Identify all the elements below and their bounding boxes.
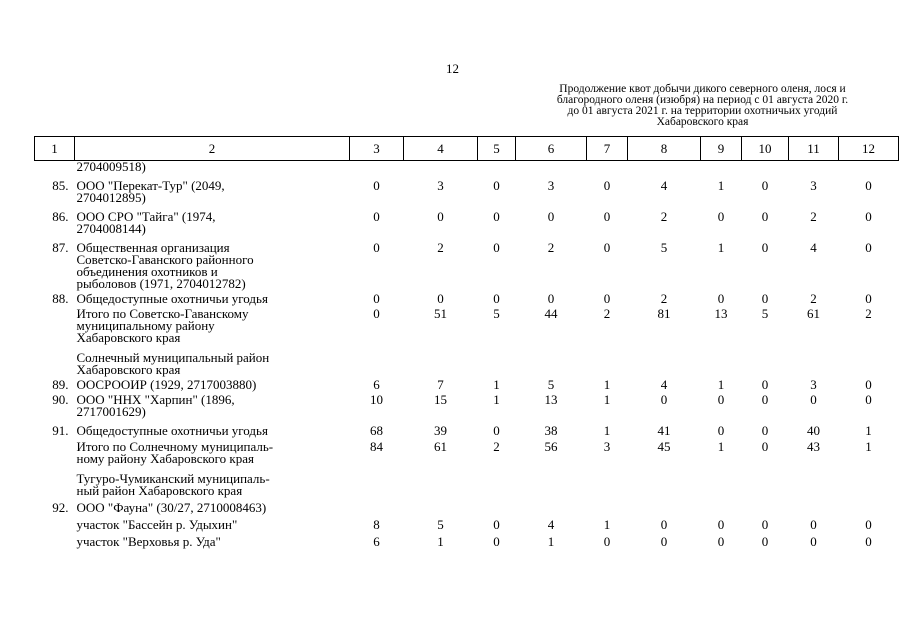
value-cell-col7 (587, 161, 628, 174)
table-row (35, 418, 899, 437)
quota-table (34, 136, 899, 548)
value-cell-col8: 0 (660, 392, 668, 407)
value-cell-col3: 0 (373, 209, 380, 224)
row-number: 85. (52, 178, 69, 193)
value-cell-col10: 0 (761, 423, 769, 438)
row-name (75, 290, 350, 305)
value-cell-col5 (478, 344, 516, 376)
heading-line: Продолжение квот добычи дикого северного оленя, лося и (559, 83, 846, 95)
row-name (75, 235, 350, 290)
value-cell-col3: 6 (373, 377, 380, 392)
row-name-line: ООО "Фауна" (30/27, 2710008463) (76, 500, 267, 515)
column-header-10: 10 (742, 137, 789, 161)
column-header-2: 2 (75, 137, 350, 161)
value-cell-col6: 0 (547, 291, 555, 306)
row-name-line: 2704009518) (76, 159, 146, 174)
value-cell-col6: 0 (547, 209, 555, 224)
value-cell-col9: 1 (717, 439, 725, 454)
value-cell-col7 (587, 497, 628, 514)
value-cell-col12: 0 (865, 209, 872, 224)
value-cell-col11 (789, 497, 839, 514)
row-name-line: рыболовов (1971, 2704012782) (76, 276, 246, 291)
row-name-line: ООО СРО "Тайга" (1974, (76, 209, 216, 224)
value-cell-col7: 0 (603, 178, 611, 193)
heading-line: благородного оленя (изюбря) на период с 01 августа 2020 г. (556, 94, 849, 106)
value-cell-col4: 2 (437, 240, 444, 255)
value-cell-col4: 7 (437, 377, 444, 392)
value-cell-col9: 0 (717, 423, 725, 438)
value-cell-col7: 1 (603, 377, 611, 392)
table-row (35, 173, 899, 204)
value-cell-col4: 5 (437, 517, 444, 532)
value-cell-col7 (587, 344, 628, 376)
value-cell-col12 (839, 344, 899, 376)
value-cell-col8 (628, 497, 701, 514)
value-cell-col5: 0 (493, 517, 500, 532)
row-number (35, 344, 75, 376)
value-cell-col10 (742, 497, 789, 514)
row-number (35, 531, 75, 548)
row-number: 91. (52, 423, 69, 438)
row-number: 92. (52, 500, 69, 515)
value-cell-col7: 1 (603, 423, 611, 438)
value-cell-col7: 1 (603, 392, 611, 407)
value-cell-col5: 0 (493, 178, 500, 193)
value-cell-col9 (701, 344, 742, 376)
value-cell-col10: 0 (761, 392, 769, 407)
row-name-line: ООСРООИР (1929, 2717003880) (76, 377, 257, 392)
value-cell-col4 (404, 161, 478, 174)
row-number: 88. (52, 291, 69, 306)
value-cell-col11: 0 (810, 517, 817, 532)
value-cell-col3: 10 (370, 392, 383, 407)
row-name (75, 418, 350, 437)
row-number (35, 437, 75, 465)
value-cell-col8 (628, 344, 701, 376)
table-row (35, 465, 899, 497)
value-cell-col6: 38 (544, 423, 558, 438)
value-cell-col7: 3 (603, 439, 611, 454)
table-row (35, 290, 899, 305)
value-cell-col9: 0 (717, 534, 725, 549)
value-cell-col11 (789, 161, 839, 174)
value-cell-col4: 39 (434, 423, 447, 438)
value-cell-col11: 61 (807, 306, 820, 321)
row-name (75, 305, 350, 344)
table-row (35, 391, 899, 418)
value-cell-col3: 8 (373, 517, 380, 532)
value-cell-col12 (839, 161, 899, 174)
value-cell-col3 (350, 497, 404, 514)
value-cell-col6 (516, 497, 587, 514)
value-cell-col12: 0 (865, 291, 872, 306)
row-name-line: Общественная организация (76, 240, 230, 255)
row-name-line: Хабаровского края (76, 330, 181, 345)
value-cell-col10: 0 (761, 209, 769, 224)
value-cell-col8: 2 (660, 209, 668, 224)
value-cell-col5: 2 (493, 439, 500, 454)
column-header-7: 7 (587, 137, 628, 161)
value-cell-col10 (742, 465, 789, 497)
value-cell-col4 (404, 497, 478, 514)
row-number: 89. (52, 377, 69, 392)
table-heading (530, 84, 875, 128)
value-cell-col8: 5 (660, 240, 668, 255)
value-cell-col5 (478, 497, 516, 514)
value-cell-col10: 0 (761, 178, 769, 193)
value-cell-col8: 0 (660, 534, 668, 549)
value-cell-col12: 2 (865, 306, 872, 321)
table-row (35, 437, 899, 465)
row-number (35, 161, 75, 174)
value-cell-col10: 0 (761, 517, 769, 532)
value-cell-col6: 4 (547, 517, 555, 532)
value-cell-col8: 45 (657, 439, 671, 454)
value-cell-col5: 1 (493, 377, 500, 392)
value-cell-col11 (789, 465, 839, 497)
row-name (75, 531, 350, 548)
row-name-line: 2704012895) (76, 190, 146, 205)
value-cell-col9: 0 (717, 209, 725, 224)
value-cell-col5: 1 (493, 392, 500, 407)
value-cell-col5: 0 (493, 209, 500, 224)
value-cell-col11: 3 (810, 377, 817, 392)
table-row (35, 376, 899, 391)
value-cell-col11: 2 (810, 209, 817, 224)
value-cell-col6: 56 (544, 439, 558, 454)
heading-line: до 01 августа 2021 г. на территории охотничьих угодий (567, 105, 838, 117)
value-cell-col9: 0 (717, 392, 725, 407)
column-header-4: 4 (404, 137, 478, 161)
value-cell-col4 (404, 344, 478, 376)
column-header-11: 11 (789, 137, 839, 161)
value-cell-col4: 0 (437, 291, 444, 306)
value-cell-col12: 0 (865, 517, 872, 532)
value-cell-col4 (404, 465, 478, 497)
column-header-8: 8 (628, 137, 701, 161)
value-cell-col3: 68 (370, 423, 383, 438)
value-cell-col8: 4 (660, 178, 668, 193)
value-cell-col6: 2 (547, 240, 555, 255)
row-name (75, 437, 350, 465)
value-cell-col5: 0 (493, 423, 500, 438)
row-name (75, 344, 350, 376)
value-cell-col11: 4 (810, 240, 817, 255)
row-name-line: 2704008144) (76, 221, 146, 236)
value-cell-col10: 0 (761, 291, 769, 306)
value-cell-col9 (701, 161, 742, 174)
value-cell-col6 (516, 344, 587, 376)
value-cell-col7 (587, 465, 628, 497)
row-number: 90. (52, 392, 69, 407)
value-cell-col12: 0 (865, 377, 872, 392)
row-name (75, 173, 350, 204)
row-name-line: участок "Бассейн р. Удыхин" (76, 517, 238, 532)
value-cell-col11: 40 (807, 423, 820, 438)
row-name-line: Общедоступные охотничьи угодья (76, 291, 268, 306)
value-cell-col10: 5 (761, 306, 769, 321)
value-cell-col3: 6 (373, 534, 380, 549)
value-cell-col11: 0 (810, 392, 817, 407)
value-cell-col6 (516, 465, 587, 497)
value-cell-col9 (701, 465, 742, 497)
row-name (75, 497, 350, 514)
value-cell-col5 (478, 161, 516, 174)
value-cell-col12: 0 (865, 392, 872, 407)
column-header-9: 9 (701, 137, 742, 161)
table-row (35, 305, 899, 344)
value-cell-col12 (839, 465, 899, 497)
value-cell-col4: 1 (437, 534, 444, 549)
row-name-line: Итого по Советско-Гаванскому (76, 306, 249, 321)
value-cell-col9: 0 (717, 291, 725, 306)
heading-line: Хабаровского края (656, 116, 749, 128)
value-cell-col10: 0 (761, 534, 769, 549)
value-cell-col3: 0 (373, 178, 380, 193)
value-cell-col12: 0 (865, 534, 872, 549)
value-cell-col9: 1 (717, 377, 725, 392)
column-header-12: 12 (839, 137, 899, 161)
table-row (35, 497, 899, 514)
page-number: 12 (446, 61, 459, 76)
value-cell-col6: 5 (547, 377, 555, 392)
column-header-5: 5 (478, 137, 516, 161)
row-name-line: Советско-Гаванского районного (76, 252, 254, 267)
value-cell-col6: 3 (547, 178, 555, 193)
value-cell-col9: 1 (717, 178, 725, 193)
value-cell-col3 (350, 161, 404, 174)
value-cell-col10 (742, 344, 789, 376)
value-cell-col10: 0 (761, 377, 769, 392)
row-name (75, 161, 350, 174)
value-cell-col7: 0 (603, 209, 611, 224)
row-number: 87. (52, 240, 69, 255)
row-name-line: ООО "Перекат-Тур" (2049, (76, 178, 225, 193)
row-name-line: Общедоступные охотничьи угодья (76, 423, 268, 438)
value-cell-col9: 0 (717, 517, 725, 532)
value-cell-col8: 81 (657, 306, 671, 321)
row-name-line: Солнечный муниципальный район (76, 350, 270, 365)
table-row (35, 531, 899, 548)
row-number (35, 305, 75, 344)
table-row (35, 161, 899, 174)
value-cell-col4: 15 (434, 392, 447, 407)
value-cell-col12: 1 (865, 423, 872, 438)
value-cell-col5: 0 (493, 240, 500, 255)
value-cell-col10 (742, 161, 789, 174)
value-cell-col6: 44 (544, 306, 558, 321)
value-cell-col3 (350, 465, 404, 497)
table-row (35, 235, 899, 290)
value-cell-col3: 84 (370, 439, 383, 454)
row-number (35, 465, 75, 497)
row-name-line: ООО "ННХ "Харпин" (1896, (76, 392, 235, 407)
row-number (35, 514, 75, 531)
value-cell-col8: 4 (660, 377, 668, 392)
value-cell-col12 (839, 497, 899, 514)
value-cell-col4: 51 (434, 306, 447, 321)
value-cell-col6 (516, 161, 587, 174)
value-cell-col8 (628, 161, 701, 174)
row-name-line: Итого по Солнечному муниципаль- (76, 439, 274, 454)
value-cell-col11: 3 (810, 178, 817, 193)
value-cell-col5: 0 (493, 534, 500, 549)
column-header-1: 1 (35, 137, 75, 161)
value-cell-col9: 13 (714, 306, 728, 321)
value-cell-col7: 0 (603, 534, 611, 549)
value-cell-col5 (478, 465, 516, 497)
value-cell-col3: 0 (373, 240, 380, 255)
value-cell-col4: 0 (437, 209, 444, 224)
row-name-line: ному району Хабаровского края (76, 451, 254, 466)
value-cell-col7: 2 (603, 306, 611, 321)
row-name-line: 2717001629) (76, 404, 146, 419)
value-cell-col10: 0 (761, 439, 769, 454)
row-name-line: Хабаровского края (76, 362, 181, 377)
value-cell-col12: 1 (865, 439, 872, 454)
value-cell-col8: 41 (657, 423, 671, 438)
value-cell-col11: 43 (807, 439, 820, 454)
value-cell-col6: 1 (547, 534, 555, 549)
value-cell-col11 (789, 344, 839, 376)
value-cell-col4: 3 (437, 178, 444, 193)
table-row (35, 204, 899, 235)
value-cell-col9 (701, 497, 742, 514)
row-name (75, 465, 350, 497)
row-name-line: муниципальному району (76, 318, 215, 333)
value-cell-col9: 1 (717, 240, 725, 255)
column-header-6: 6 (516, 137, 587, 161)
value-cell-col4: 61 (434, 439, 447, 454)
value-cell-col10: 0 (761, 240, 769, 255)
row-name (75, 514, 350, 531)
value-cell-col8 (628, 465, 701, 497)
row-name (75, 376, 350, 391)
row-name-line: участок "Верховья р. Уда" (76, 534, 221, 549)
value-cell-col5: 5 (493, 306, 500, 321)
table-row (35, 514, 899, 531)
value-cell-col11: 2 (810, 291, 817, 306)
row-name (75, 391, 350, 418)
value-cell-col5: 0 (493, 291, 500, 306)
value-cell-col7: 0 (603, 291, 611, 306)
value-cell-col3: 0 (373, 291, 380, 306)
value-cell-col3: 0 (373, 306, 380, 321)
value-cell-col8: 2 (660, 291, 668, 306)
row-number: 86. (52, 209, 69, 224)
row-name (75, 204, 350, 235)
value-cell-col7: 1 (603, 517, 611, 532)
value-cell-col3 (350, 344, 404, 376)
value-cell-col8: 0 (660, 517, 668, 532)
row-name-line: Тугуро-Чумиканский муниципаль- (76, 471, 270, 486)
value-cell-col12: 0 (865, 178, 872, 193)
row-name-line: ный район Хабаровского края (76, 483, 243, 498)
value-cell-col6: 13 (544, 392, 558, 407)
table-row (35, 344, 899, 376)
row-name-line: объединения охотников и (76, 264, 218, 279)
value-cell-col11: 0 (810, 534, 817, 549)
value-cell-col7: 0 (603, 240, 611, 255)
column-header-row (35, 137, 899, 161)
column-header-3: 3 (350, 137, 404, 161)
value-cell-col12: 0 (865, 240, 872, 255)
